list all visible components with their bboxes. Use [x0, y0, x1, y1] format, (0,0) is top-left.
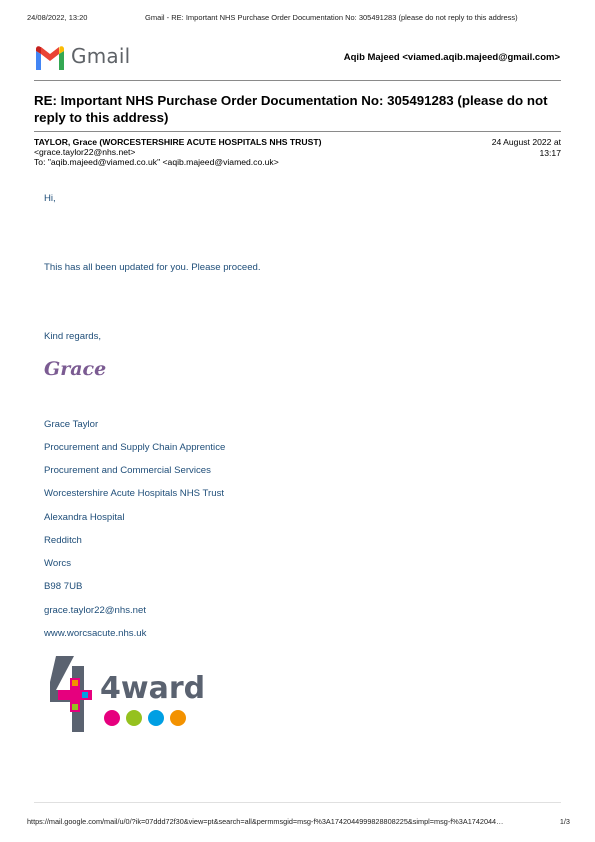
print-timestamp: 24/08/2022, 13:20 [27, 13, 88, 22]
email-date [451, 137, 561, 159]
print-page-title: Gmail - RE: Important NHS Purchase Order Documentation No: 305491283 (please do not reply to this address) [145, 13, 518, 22]
signature-hospital: Alexandra Hospital [44, 512, 125, 523]
gmail-m-icon [34, 46, 66, 70]
signature-department: Procurement and Commercial Services [44, 465, 211, 476]
signature-postcode: B98 7UB [44, 581, 83, 592]
4ward-logo-text: 4ward [100, 671, 203, 706]
footer-divider [34, 802, 561, 803]
signature-trust: Worcestershire Acute Hospitals NHS Trust [44, 488, 225, 499]
recipient-line: To: "aqib.majeed@viamed.co.uk" <aqib.majeed@viamed.co.uk> [34, 157, 279, 167]
logo-dot-green [126, 710, 142, 726]
4ward-logo [48, 652, 203, 734]
header-divider [34, 80, 561, 81]
message-body: This has all been updated for you. Please proceed. [44, 262, 261, 273]
closing: Kind regards, [44, 331, 102, 342]
signature-town: Redditch [44, 535, 82, 546]
signature-website-link[interactable]: www.worcsacute.nhs.uk [44, 628, 147, 639]
time-text: 13:17 [539, 148, 561, 158]
signature-name: Grace Taylor [44, 419, 99, 430]
sender-name: TAYLOR, Grace (WORCESTERSHIRE ACUTE HOSPITALS NHS TRUST) [34, 137, 322, 147]
logo-dot-magenta [104, 710, 120, 726]
page-number: 1/3 [559, 817, 570, 826]
signature-email-link[interactable]: grace.taylor22@nhs.net [44, 605, 147, 616]
gmail-logo[interactable] [34, 44, 134, 72]
email-subject: RE: Important NHS Purchase Order Documentation No: 305491283 (please do not reply to this address) [34, 93, 548, 125]
date-text: 24 August 2022 at [491, 137, 561, 147]
print-header [27, 13, 570, 27]
logo-dot-blue [148, 710, 164, 726]
signature-role: Procurement and Supply Chain Apprentice [44, 442, 226, 453]
sender-email: <grace.taylor22@nhs.net> [34, 147, 136, 157]
logo-dot-orange [170, 710, 186, 726]
greeting: Hi, [44, 193, 56, 204]
signature-county: Worcs [44, 558, 72, 569]
subject-divider [34, 131, 561, 132]
gmail-wordmark: Gmail [71, 44, 131, 68]
account-label: Aqib Majeed <viamed.aqib.majeed@gmail.com> [343, 52, 560, 63]
footer-url: https://mail.google.com/mail/u/0/?ik=07ddd72f30&view=pt&search=all&permmsgid=msg-f%3A1742044999828808225&simpl=msg-f%3A1742044… [27, 817, 504, 826]
signature-script: Grace [44, 358, 107, 380]
